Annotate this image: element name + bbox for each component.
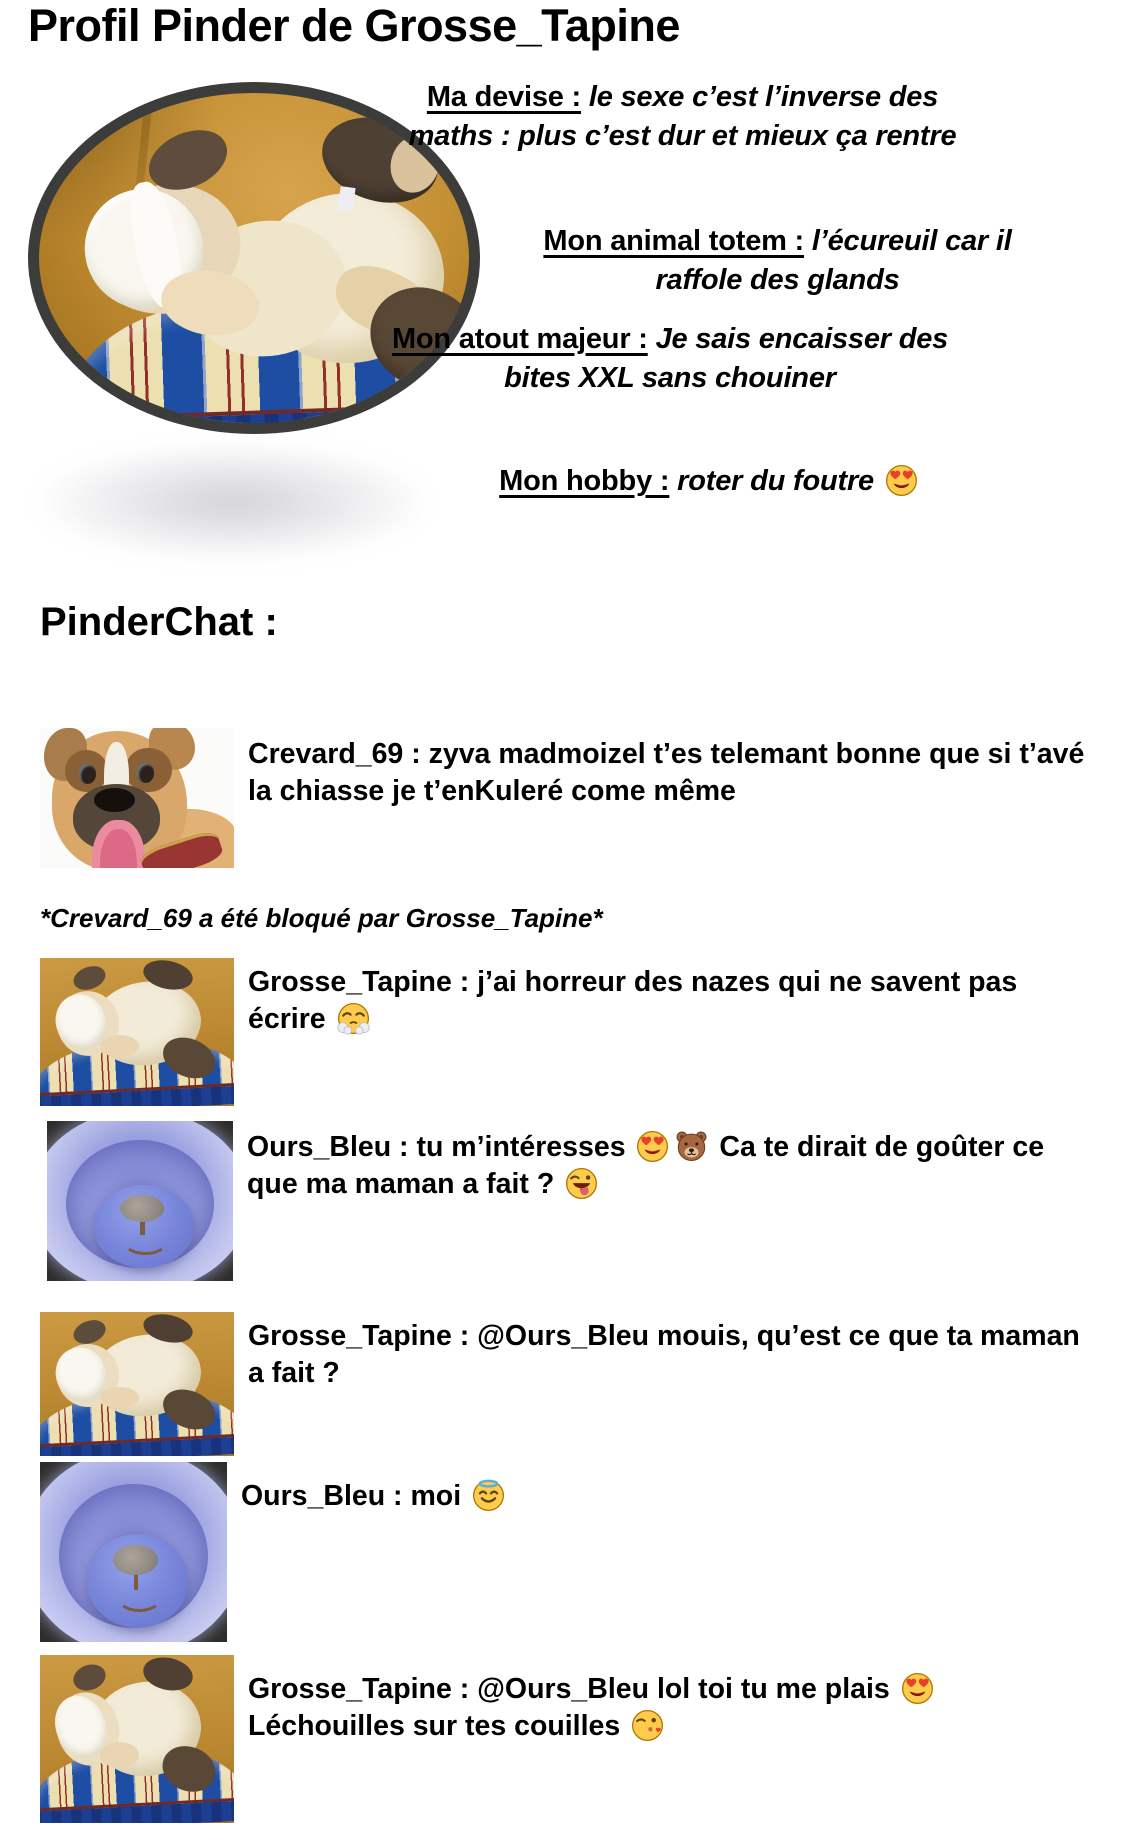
message-text: Grosse_Tapine : @Ours_Bleu lol toi tu me plais Léchouilles sur tes couilles	[248, 1671, 1098, 1823]
message-text: Grosse_Tapine : @Ours_Bleu mouis, qu’est ce que ta maman a fait ?	[248, 1320, 1080, 1389]
avatar-grosse-tapine	[40, 1312, 234, 1456]
avatar-grosse-tapine	[40, 958, 234, 1106]
chat-message-row	[40, 1121, 1097, 1281]
page-title: Profil Pinder de Grosse_Tapine	[28, 0, 680, 51]
blocked-note: *Crevard_69 a été bloqué par Grosse_Tapine*	[40, 903, 603, 933]
bear-emoji	[675, 1130, 708, 1163]
chat-message-row	[40, 1312, 1098, 1456]
field-label: Mon atout majeur :	[391, 323, 648, 355]
steam-nose-emoji	[337, 1002, 370, 1035]
avatar-ours-bleu	[40, 1462, 227, 1642]
profile-field-animal-totem	[500, 222, 1055, 300]
field-value: roter du foutre	[669, 465, 921, 497]
chat-heading: PinderChat :	[40, 600, 278, 644]
field-value: Je sais encaisser des bites XXL sans chouiner	[504, 323, 949, 394]
avatar-crevard-69	[40, 728, 234, 868]
kiss-emoji	[631, 1709, 664, 1742]
heart-eyes-emoji	[901, 1672, 934, 1705]
profile-field-atout-majeur	[390, 320, 950, 398]
avatar-grosse-tapine	[40, 1655, 234, 1823]
field-value: le sexe c’est l’inverse des maths : plus c’est dur et mieux ça rentre	[408, 81, 957, 152]
blurred-smudge	[35, 442, 430, 562]
message-text: Ours_Bleu : tu m’intéresses Ca te dirait de goûter ce que ma maman a fait ?	[247, 1131, 1045, 1200]
halo-emoji	[472, 1479, 505, 1512]
chat-message-row	[40, 728, 1098, 868]
field-value: l’écureuil car il raffole des glands	[655, 225, 1012, 296]
chat-message-row	[40, 1462, 1091, 1642]
chat-message-row	[40, 1655, 1098, 1823]
heart-eyes-emoji	[885, 464, 918, 497]
chat-message-row	[40, 958, 1098, 1106]
field-label: Ma devise :	[426, 81, 581, 113]
message-text: Grosse_Tapine : j’ai horreur des nazes qui ne savent pas écrire	[248, 966, 1018, 1035]
profile-field-devise	[390, 78, 975, 156]
avatar-ours-bleu	[47, 1121, 233, 1281]
field-label: Mon animal totem :	[543, 225, 805, 257]
field-label: Mon hobby :	[499, 465, 670, 497]
message-text: Crevard_69 : zyva madmoizel t’es telemant bonne que si t’avé la chiasse je t’enKuleré come même	[248, 738, 1085, 807]
message-text: Ours_Bleu : moi	[241, 1478, 1091, 1642]
profile-field-hobby	[430, 462, 990, 501]
heart-eyes-emoji	[636, 1130, 669, 1163]
wink-tongue-emoji	[565, 1167, 598, 1200]
